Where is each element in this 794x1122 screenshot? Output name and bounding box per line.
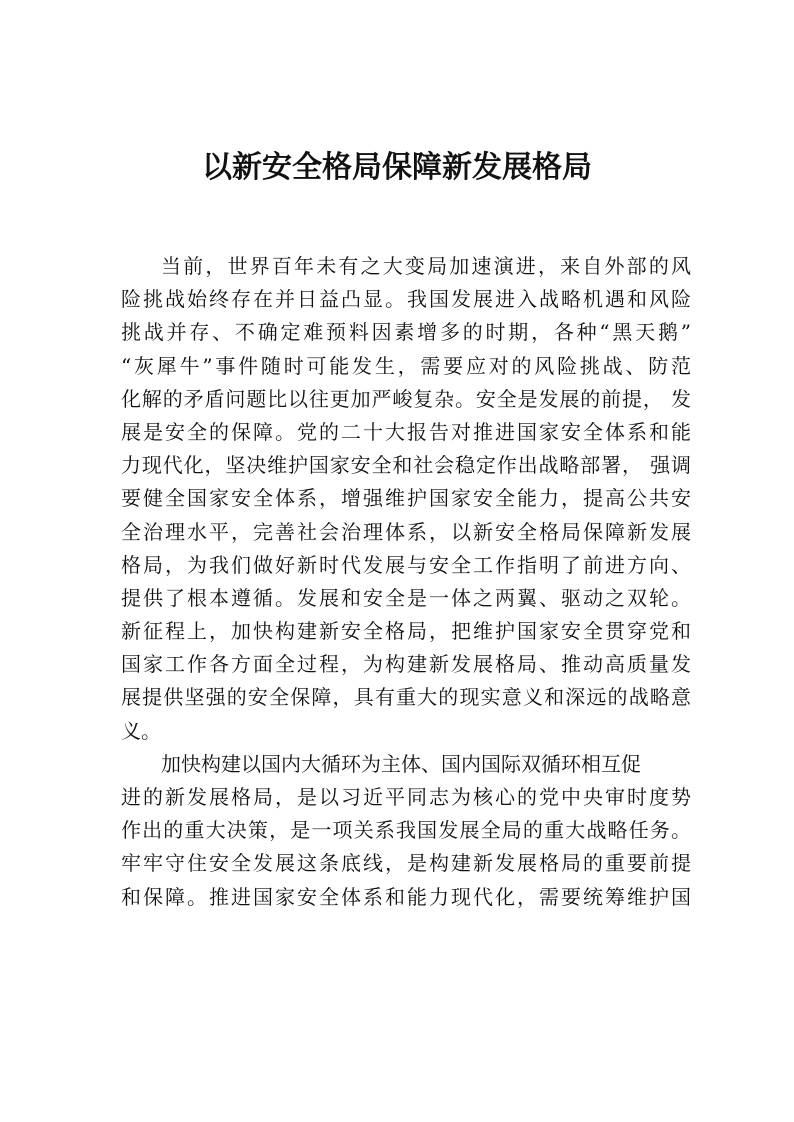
text-line: 义。 bbox=[121, 718, 161, 743]
text-line: 格局，为我们做好新时代发展与安全工作指明了前进方向、 bbox=[121, 552, 691, 577]
text-line: 作出的重大决策，是一项关系我国发展全局的重大战略任务。 bbox=[121, 818, 691, 843]
text-line: 全治理水平，完善社会治理体系，以新安全格局保障新发展 bbox=[121, 519, 691, 544]
text-line: 挑战并存、不确定难预料因素增多的时期，各种“黑天鹅” bbox=[121, 320, 691, 345]
paragraph-1 bbox=[121, 250, 691, 748]
document-body bbox=[121, 250, 691, 914]
text-line: 要健全国家安全体系，增强维护国家安全能力，提高公共安 bbox=[121, 486, 691, 511]
text-line: 化解的矛盾问题比以往更加严峻复杂。安全是发展的前提， 发 bbox=[121, 386, 691, 411]
document-title: 以新安全格局保障新发展格局 bbox=[202, 150, 592, 185]
text-line: 展是安全的保障。党的二十大报告对推进国家安全体系和能 bbox=[121, 419, 691, 444]
text-line: 提供了根本遵循。发展和安全是一体之两翼、驱动之双轮。 bbox=[121, 585, 691, 610]
text-line: 牢牢守住安全发展这条底线，是构建新发展格局的重要前提 bbox=[121, 851, 691, 876]
text-line: 加快构建以国内大循环为主体、国内国际双循环相互促 bbox=[161, 751, 641, 776]
text-line: 当前，世界百年未有之大变局加速演进，来自外部的风 bbox=[161, 254, 691, 278]
text-line: 和保障。推进国家安全体系和能力现代化，需要统筹维护国 bbox=[121, 884, 691, 909]
text-line: 险挑战始终存在并日益凸显。我国发展进入战略机遇和风险 bbox=[121, 287, 691, 312]
text-line: 进的新发展格局，是以习近平同志为核心的党中央审时度势 bbox=[121, 785, 691, 809]
text-line: 展提供坚强的安全保障，具有重大的现实意义和深远的战略意 bbox=[121, 685, 691, 710]
text-line: 新征程上，加快构建新安全格局，把维护国家安全贯穿党和 bbox=[121, 619, 691, 644]
text-line: 力现代化，坚决维护国家安全和社会稳定作出战略部署， 强调 bbox=[121, 453, 691, 478]
text-line: 国家工作各方面全过程，为构建新发展格局、推动高质量发 bbox=[121, 652, 691, 677]
paragraph-2 bbox=[121, 748, 691, 914]
text-line: “灰犀牛”事件随时可能发生，需要应对的风险挑战、防范 bbox=[121, 353, 691, 378]
